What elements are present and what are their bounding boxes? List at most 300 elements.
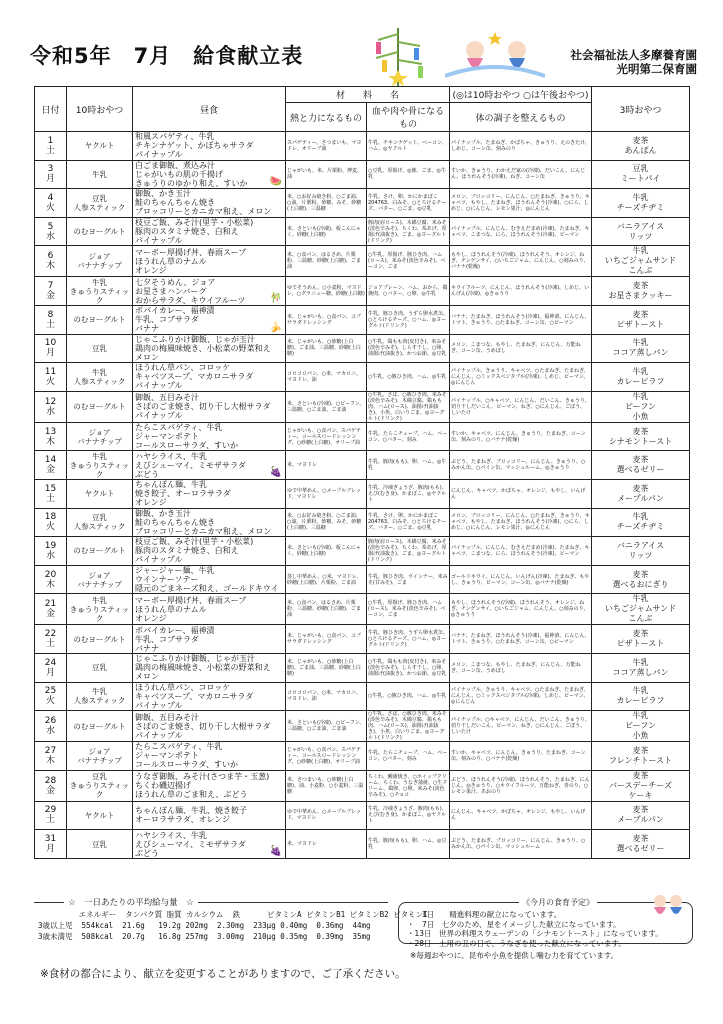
nutrition-row-under3: 3歳未満児 508kcal 20.7g 16.8g 257mg 3.00mg 210μg 0.35mg 0.39mg 35mg [38, 932, 371, 941]
heat-ingredients-cell: 米、マヨドレ [286, 830, 367, 859]
lunch-item: 隠元のごまネーズ和え、ゴールドキウイ [135, 584, 279, 594]
blood-ingredients-cell: ちくわ、鰻蒲焼き、○ホイップクリーム、ちくわ、うなぎ蒲焼、○生クリーム、鶏卵、○卵、米みそ(淡色辛みそ)、○チョコ [367, 770, 450, 801]
morning-snack-cell [67, 801, 133, 830]
blood-ingredients-cell: 牛乳、たらこチューブ、ハム、ベーコン、○バター、刻み [367, 742, 450, 771]
lunch-item: ジャージャー麺、牛乳 [135, 566, 215, 576]
day-number: 26 [44, 716, 57, 727]
afternoon-snack-cell [592, 711, 690, 742]
day-cell [35, 711, 67, 742]
snack-note: ※毎週おやつに、昆布や小魚を提供し噛む力を育てています。 [410, 951, 619, 960]
morning-snack-item: 牛乳 [92, 277, 107, 287]
lunch-item: さばのごま焼き、切り干し大根サラダ [135, 402, 271, 412]
lunch-item: 豚肉のスタミナ焼き、白和え [135, 227, 239, 237]
blood-ingredients-cell: 牛乳、冷凍ぎょうざ、豚肉(もも)、えび(むき身)、かまぼこ、◎ヤクルト [367, 479, 450, 508]
day-number: 1 [47, 135, 54, 146]
day-number: 27 [44, 745, 57, 756]
afternoon-snack-item: 牛乳 [632, 391, 649, 401]
col-note: (◎は10時おやつ ○は午後おやつ) [450, 87, 592, 103]
afternoon-snack-item: バニラアイス [616, 221, 665, 231]
lunch-item: パイナップル [135, 381, 183, 391]
food-icon: 🍇 [269, 845, 282, 857]
morning-snack-cell [67, 479, 133, 508]
menu-rows [35, 132, 690, 859]
afternoon-snack-item: ケーキ [628, 790, 653, 800]
morning-snack-item: 豆乳 [92, 772, 107, 782]
morning-snack-cell [67, 742, 133, 771]
morning-snack-item: ヤクルト [84, 141, 115, 151]
day-cell [35, 625, 67, 654]
lunch-item: パイナップル [135, 730, 183, 740]
body-ingredients-cell: パイナップル、○キャベツ、にんじん、だいこん、きゅうり、切り干しだいこん、ピーマン、ねぎ、○にんじん、ごぼう、しいたけ [450, 391, 592, 422]
afternoon-snack-item: シナモントースト [608, 436, 673, 446]
lunch-item: コールスローサラダ、すいか [135, 760, 239, 770]
day-cell [35, 334, 67, 363]
afternoon-snack-item: いちごジャムサンド [604, 256, 677, 266]
day-number: 21 [44, 599, 57, 610]
morning-snack-item: 牛乳 [92, 687, 107, 697]
page-title: 令和5年 7月 給食献立表 [30, 44, 304, 68]
lunch-item: ブロッコリーとカニカマ和え、メロン [135, 207, 272, 217]
day-number: 12 [44, 396, 57, 407]
lunch-item: ジャーマンポテト [135, 751, 199, 761]
day-number: 4 [47, 192, 54, 203]
day-cell [35, 132, 67, 161]
morning-snack-item: 人参スティック [73, 696, 126, 706]
afternoon-snack-item: 牛乳 [632, 657, 649, 667]
body-ingredients-cell: ぶどう、たまねぎ、ブロッコリー、にんじん、きゅうり、○みかん缶、○パイン缶、マッシュルーム、◎きゅうり [450, 451, 592, 480]
body-ingredients-cell: メロン、ブロッコリー、にんじん、○たまねぎ、きゅうり、キャベツ、もやし、たまねぎ、ほうれんそう(冷凍)、○にら、しめじ、○にんじん、レモン果汁、◎にんじん [450, 508, 592, 537]
heat-ingredients-cell: コロコロパン、○米、マカロニ、マヨドレ、油 [286, 682, 367, 711]
morning-snack-cell [67, 305, 133, 334]
afternoon-snack-cell [592, 246, 690, 277]
day-cell [35, 391, 67, 422]
lunch-cell [133, 334, 286, 363]
weekday: 土 [45, 319, 55, 330]
afternoon-snack-cell [592, 217, 690, 246]
afternoon-snack-item: 牛乳 [632, 594, 649, 604]
day-cell [35, 422, 67, 451]
afternoon-snack-item: バースデーチーズ [608, 780, 673, 790]
body-ingredients-cell: もやし、ほうれんそう(冷凍)、ほうれんそう、オレンジ、ねぎ、チンゲンサイ、○いちごジャム、にんじん、○刻みのり、◎きゅうり [450, 594, 592, 625]
morning-snack-item: ヤクルト [84, 489, 115, 499]
day-cell [35, 160, 67, 189]
lunch-item: たらこスパゲティ、牛乳 [135, 742, 223, 752]
food-icon: 🍉 [269, 176, 282, 188]
col-heat: 熱と力になるもの [286, 103, 367, 132]
heat-ingredients-cell: じゃがいも、米、片栗粉、押麦、油 [286, 160, 367, 189]
lunch-item: バナナ [135, 324, 159, 334]
heat-ingredients-cell: ゆで中華めん、○メープルブレッド、マヨドレ [286, 479, 367, 508]
afternoon-snack-cell [592, 479, 690, 508]
heat-ingredients-cell: ゆでそうめん、○小麦粉、マヨドレ、○グラニュー糖、砂糖(上白糖) [286, 277, 367, 306]
morning-snack-cell [67, 711, 133, 742]
morning-snack-cell [67, 334, 133, 363]
heat-ingredients-cell: 米、じゃがいも、○砂糖(上白糖)、ごま油、三温糖、砂糖(上白糖) [286, 334, 367, 363]
morning-snack-cell [67, 160, 133, 189]
lunch-cell [133, 537, 286, 566]
morning-snack-item: バナナチップ [77, 755, 122, 765]
blood-ingredients-cell: 牛乳、冷凍ぎょうざ、豚肉(もも)、えび(むき身)、かまぼこ、◎ヤクルト [367, 801, 450, 830]
afternoon-snack-item: 選べるおにぎり [612, 579, 669, 589]
morning-snack-item: きゅうりスティック [69, 781, 130, 800]
lunch-item: 御飯、五目みそ汁 [135, 393, 199, 403]
lunch-cell [133, 422, 286, 451]
morning-snack-item: バナナチップ [77, 579, 122, 589]
afternoon-snack-item: カレーピラフ [616, 376, 665, 386]
lunch-cell [133, 625, 286, 654]
tanabata-illustration [358, 26, 438, 86]
weekday: 金 [45, 465, 55, 476]
lunch-item: えびシューマイ、ミモザサラダ [135, 839, 246, 849]
col-lunch: 昼食 [133, 87, 286, 132]
heat-ingredients-cell: 米、マヨドレ [286, 451, 367, 480]
morning-snack-item: バナナチップ [77, 261, 122, 271]
lunch-cell [133, 391, 286, 422]
blood-ingredients-cell: 牛乳、豚肉(もも)、卵、ハム、◎豆乳 [367, 830, 450, 859]
afternoon-snack-item: 牛乳 [632, 338, 649, 348]
afternoon-snack-item: お星さまクッキー [608, 291, 673, 301]
table-row [35, 801, 690, 830]
afternoon-snack-cell [592, 451, 690, 480]
morning-snack-item: 牛乳 [92, 595, 107, 605]
lunch-cell [133, 682, 286, 711]
day-number: 22 [44, 629, 57, 640]
afternoon-snack-item: こんぶ [628, 614, 653, 624]
afternoon-snack-item: ピザトースト [616, 639, 665, 649]
food-icon: 🎋 [269, 292, 282, 304]
lunch-item: コールスローサラダ、すいか [135, 441, 239, 451]
lunch-item: うなぎ御飯、みそ汁(さつま芋・玉葱) [135, 772, 270, 782]
heat-ingredients-cell: 米、さといも(冷凍)、○ビーフン、三温糖、○ごま油、ごま油 [286, 711, 367, 742]
weekday: 土 [45, 493, 55, 504]
lunch-cell [133, 160, 286, 189]
plan-item: ・13日 世界の料理スウェーデンの「シナモントースト」になっています。 [407, 929, 663, 938]
morning-snack-item: 豆乳 [92, 839, 107, 849]
lunch-item: オーロラサラダ、オレンジ [135, 815, 231, 825]
lunch-item: メロン [135, 672, 159, 682]
weekday: 金 [45, 609, 55, 620]
morning-snack-item: 牛乳 [92, 169, 107, 179]
afternoon-snack-item: 麦茶 [632, 483, 649, 493]
lunch-cell [133, 217, 286, 246]
lunch-item: メロン [135, 352, 159, 362]
day-cell [35, 682, 67, 711]
blood-ingredients-cell: ジョアプレーン、ハム、おから、鶏挽肉、○バター、○卵、◎牛乳 [367, 277, 450, 306]
afternoon-snack-cell [592, 653, 690, 682]
afternoon-snack-item: 選べるゼリー [616, 844, 665, 854]
lunch-cell [133, 711, 286, 742]
heat-ingredients-cell: じゃがいも、○食パン、スパゲティー、コールスロードレッシング、○砂糖(上白糖)、オリーブ油 [286, 422, 367, 451]
heat-ingredients-cell: 米、じゃがいも、○食パン、ユブサラダドレッシング [286, 305, 367, 334]
lunch-item: 牛乳、コブサラダ [135, 634, 199, 644]
day-number: 24 [44, 657, 57, 668]
body-ingredients-cell: にんじん、キャベツ、かぼちゃ、オレンジ、もやし、いんげん [450, 479, 592, 508]
day-number: 6 [47, 251, 54, 262]
day-cell [35, 451, 67, 480]
lunch-item: ほうれん草のごま和え、ぶどう [135, 790, 248, 800]
day-cell [35, 189, 67, 218]
day-cell [35, 594, 67, 625]
lunch-cell [133, 363, 286, 392]
afternoon-snack-cell [592, 682, 690, 711]
body-ingredients-cell: メロン、こまつな、もやし、たまねぎ、にんじん、万能ねぎ、コーン缶、うめぼし [450, 653, 592, 682]
lunch-cell [133, 277, 286, 306]
lunch-item: パイナップル [135, 555, 183, 565]
morning-snack-item: のむヨーグルト [73, 546, 126, 556]
weekday: 火 [45, 202, 55, 213]
lunch-item: パイナップル [135, 700, 183, 710]
lunch-cell [133, 189, 286, 218]
weekday: 土 [45, 639, 55, 650]
morning-snack-item: ジョア [88, 252, 111, 262]
weekday: 火 [45, 376, 55, 387]
morning-snack-item: きゅうりスティック [69, 286, 130, 305]
morning-snack-item: 人参スティック [73, 522, 126, 532]
afternoon-snack-item: チーズチヂミ [616, 202, 665, 212]
table-row [35, 132, 690, 161]
afternoon-snack-item: ミートパイ [620, 174, 661, 184]
afternoon-snack-item: 牛乳 [632, 192, 649, 202]
table-row [35, 625, 690, 654]
heat-ingredients-cell: 米、さといも(冷凍)、○ビーフン、三温糖、○ごま油、ごま油 [286, 391, 367, 422]
lunch-item: ハヤシライス、牛乳 [135, 830, 207, 840]
morning-snack-item: きゅうりスティック [69, 604, 130, 623]
blood-ingredients-cell: ○牛乳、厚揚げ、豚ひき肉、ハム(ロース)、米みそ(淡色辛みそ)、ベーコン、ごま [367, 594, 450, 625]
blood-ingredients-cell: ○牛乳、鶏もも肉(皮付き)、米みそ(淡色辛みそ)、しらす干し、○卵、油揚げ(油抜き)、かつお節、◎豆乳 [367, 653, 450, 682]
plan-item: ・ 7日 七夕のため、星をイメージした献立になっています。 [407, 919, 621, 929]
afternoon-snack-cell [592, 537, 690, 566]
table-row [35, 334, 690, 363]
afternoon-snack-item: 麦茶 [632, 629, 649, 639]
weekday: 月 [45, 348, 55, 359]
table-row [35, 770, 690, 801]
afternoon-snack-cell [592, 625, 690, 654]
weekday: 木 [45, 579, 55, 590]
heat-ingredients-cell: 米、さといも(冷凍)、板こんにゃく、砂糖(上白糖) [286, 217, 367, 246]
lunch-item: 鶏肉の梅風味焼き、小松菜の野菜和え [135, 663, 271, 673]
table-row [35, 537, 690, 566]
blood-ingredients-cell: 牛乳、チキンナゲット、ベーコン、ハム、◎ヤクルト [367, 132, 450, 161]
afternoon-snack-cell [592, 565, 690, 594]
weekday: 木 [45, 261, 55, 272]
morning-snack-cell [67, 653, 133, 682]
body-ingredients-cell: パイナップル、○キャベツ、にんじん、だいこん、きゅうり、切り干しだいこん、ピーマン、ねぎ、○にんじん、ごぼう、しいたけ [450, 711, 592, 742]
day-cell [35, 363, 67, 392]
organization-name [571, 48, 698, 76]
afternoon-snack-item: ココア蒸しパン [612, 667, 669, 677]
lunch-item: ぶどう [135, 848, 159, 858]
nutrition-title: ☆ 一日あたりの平均給与量 ☆ [64, 896, 198, 908]
afternoon-snack-item: 麦茶 [632, 805, 649, 815]
morning-snack-cell [67, 363, 133, 392]
weekday: 水 [45, 231, 55, 242]
blood-ingredients-cell: 牛乳、たらこチューブ、ハム、ベーコン、○バター、刻み [367, 422, 450, 451]
afternoon-snack-item: 選べるゼリー [616, 465, 665, 475]
lunch-item: さばのごま焼き、切り干し大根サラダ [135, 721, 271, 731]
menu-change-footnote: ※食材の都合により、献立を変更することがありますので、ご了承ください。 [40, 968, 406, 980]
lunch-cell [133, 451, 286, 480]
afternoon-snack-cell [592, 422, 690, 451]
day-cell [35, 742, 67, 771]
afternoon-snack-item: 牛乳 [632, 366, 649, 376]
tanabata-couple-illustration [648, 891, 688, 921]
nutrition-header: エネルギー タンパク質 脂質 カルシウム 鉄 ビタミンA ビタミンB1 ビタミンB2 ビタミンC [38, 910, 428, 919]
blood-ingredients-cell: ○牛乳、鶏もも肉(皮付き)、米みそ(淡色辛みそ)、しらす干し、○卵、油揚げ(油抜き)、かつお節、◎豆乳 [367, 334, 450, 363]
morning-snack-cell [67, 508, 133, 537]
morning-snack-cell [67, 770, 133, 801]
plan-item: ・28日 土用の丑の日で、うなぎを使った献立になっています。 [407, 938, 626, 948]
lunch-cell [133, 801, 286, 830]
morning-snack-item: のむヨーグルト [73, 721, 126, 731]
col-day: 日付 [35, 87, 67, 132]
lunch-item: オレンジ [135, 613, 167, 623]
day-cell [35, 479, 67, 508]
blood-ingredients-cell: 牛乳、豚ひき肉、うずら卵水煮缶、○とろけるチーズ、○ハム、◎ヨーグルト(ドリンク) [367, 305, 450, 334]
blood-ingredients-cell: ○牛乳、○豚ひき肉、ハム、◎牛乳 [367, 682, 450, 711]
lunch-cell [133, 653, 286, 682]
lunch-item: 枝豆ご飯、みそ汁(里芋・小松菜) [135, 218, 254, 228]
afternoon-snack-cell [592, 334, 690, 363]
afternoon-snack-item: いちごジャムサンド [604, 604, 677, 614]
lunch-cell [133, 565, 286, 594]
plan-title: 《今月の食育予定》 [519, 897, 597, 908]
afternoon-snack-item: 牛乳 [632, 711, 649, 721]
lunch-item: オレンジ [135, 265, 167, 275]
day-cell [35, 277, 67, 306]
morning-snack-item: 豆乳 [92, 343, 107, 353]
afternoon-snack-cell [592, 391, 690, 422]
body-ingredients-cell: ゴールドキウイ、にんじん、いんげん(冷凍)、たまねぎ、もやし、きゅうり、ピーマン、コーン缶、◎バナナ(乾燥) [450, 565, 592, 594]
lunch-cell [133, 479, 286, 508]
heat-ingredients-cell: 米、じゃがいも、○砂糖(上白糖)、ごま油、三温糖、砂糖(上白糖) [286, 653, 367, 682]
heat-ingredients-cell: 米、○お好み焼き粉、○ごま油、○油、片栗粉、砂糖、みそ、砂糖(上白糖)、三温糖 [286, 508, 367, 537]
morning-snack-item: ヤクルト [84, 810, 115, 820]
lunch-item: おからサラダ、キウイフルーツ [135, 295, 246, 305]
day-number: 28 [44, 775, 57, 786]
orihime-hikoboshi-illustration [445, 28, 545, 83]
lunch-item: チキンナゲット、かぼちゃサラダ [135, 141, 254, 151]
lunch-item: ちくわ磯辺揚げ [135, 781, 191, 791]
lunch-item: 七夕そうめん、ジョア [135, 277, 216, 287]
lunch-item: バナナ [135, 643, 159, 653]
table-row [35, 160, 690, 189]
morning-snack-item: ジョア [88, 570, 111, 580]
afternoon-snack-cell [592, 305, 690, 334]
blood-ingredients-cell: ○牛乳、○豚ひき肉、ハム、◎牛乳 [367, 363, 450, 392]
nutrition-box [34, 898, 428, 944]
afternoon-snack-item: 麦茶 [632, 770, 649, 780]
lunch-item: ポパイカレー、福神漬 [135, 306, 215, 316]
org-line-1: 社会福祉法人多摩養育園 [570, 48, 697, 62]
table-row [35, 451, 690, 480]
morning-snack-cell [67, 830, 133, 859]
lunch-item: ウインナーソテー [135, 575, 199, 585]
afternoon-snack-item: こんぶ [628, 266, 653, 276]
blood-ingredients-cell: 牛乳、さけ、卵、かにかまぼこ 204763、白みそ、○とろけるチーズ、バター、○ごま、◎豆乳 [367, 189, 450, 218]
afternoon-snack-item: 麦茶 [632, 834, 649, 844]
table-row [35, 742, 690, 771]
table-row [35, 363, 690, 392]
col-body: 体の調子を整えるもの [450, 103, 592, 132]
table-row [35, 422, 690, 451]
day-number: 20 [44, 569, 57, 580]
afternoon-snack-item: 牛乳 [632, 512, 649, 522]
blood-ingredients-cell: 豚肉(肩ロース)、木綿豆腐、米みそ(淡色辛みそ)、ちくわ、糸あげ、厚揚げ(油抜き)、ごま、◎ヨーグルト(ドリンク) [367, 537, 450, 566]
morning-snack-cell [67, 422, 133, 451]
morning-snack-item: のむヨーグルト [73, 227, 126, 237]
col-blood: 血や肉や骨になるもの [367, 103, 450, 132]
lunch-item: じゃこふりかけ御飯、じゃが玉汁 [135, 334, 255, 344]
lunch-item: ちゃんぽん麺、牛乳 [135, 480, 207, 490]
col-snack10: 10時おやつ [67, 87, 133, 132]
weekday: 水 [45, 550, 55, 561]
morning-snack-item: 人参スティック [73, 202, 126, 212]
morning-snack-item: バナナチップ [77, 436, 122, 446]
heat-ingredients-cell: 米、○お好み焼き粉、○ごま油、○油、片栗粉、砂糖、みそ、砂糖(上白糖)、三温糖 [286, 189, 367, 218]
body-ingredients-cell: バナナ、たまねぎ、ほうれんそう(冷凍)、福神漬、にんじん、トマト、きゅうり、○たまねぎ、コーン缶、○ピーマン [450, 625, 592, 654]
day-number: 18 [44, 512, 57, 523]
afternoon-snack-item: 麦茶 [632, 455, 649, 465]
food-icon: 🍌 [269, 321, 282, 333]
table-row [35, 711, 690, 742]
table-row [35, 277, 690, 306]
morning-snack-item: ジョア [88, 746, 111, 756]
body-ingredients-cell: パイナップル、きゅうり、キャベツ、○たまねぎ、たまねぎ、にんじん、○ミックスベジタブル(冷凍)、しめじ、ピーマン、◎にんじん [450, 363, 592, 392]
body-ingredients-cell: キウイフルーツ、にんじん、ほうれんそう(冷凍)、しめじ、いんげん(冷凍)、◎きゅうり [450, 277, 592, 306]
afternoon-snack-item: 麦茶 [632, 309, 649, 319]
afternoon-snack-item: 小魚 [632, 411, 649, 421]
lunch-item: じゃこふりかけ御飯、じゃが玉汁 [135, 654, 255, 664]
afternoon-snack-item: あんぱん [624, 145, 657, 155]
lunch-item: パイナップル [135, 150, 183, 160]
morning-snack-cell [67, 625, 133, 654]
afternoon-snack-item: 麦茶 [632, 135, 649, 145]
table-row [35, 189, 690, 218]
afternoon-snack-cell [592, 830, 690, 859]
org-line-2: 光明第二保育園 [616, 62, 697, 76]
afternoon-snack-item: チーズチヂミ [616, 522, 665, 532]
table-row [35, 594, 690, 625]
lunch-item: キャベツスープ、マカロニサラダ [135, 372, 254, 382]
lunch-item: マーボー厚揚げ丼、春雨スープ [135, 595, 247, 605]
day-cell [35, 653, 67, 682]
lunch-item: ほうれん草のナムル [135, 604, 207, 614]
morning-snack-item: 豆乳 [92, 193, 107, 203]
weekday: 土 [45, 145, 55, 156]
afternoon-snack-item: 麦茶 [632, 281, 649, 291]
lunch-item: 牛乳、コブサラダ [135, 315, 199, 325]
day-cell [35, 217, 67, 246]
afternoon-snack-item: リッツ [628, 550, 653, 560]
heat-ingredients-cell: 米、○食パン、はるさめ、片栗粉、三温糖、砂糖(上白糖)、ごま油 [286, 594, 367, 625]
afternoon-snack-item: ビーフン [625, 721, 656, 731]
lunch-item: ポパイカレー、福神漬 [135, 625, 215, 635]
col-ingredients: 材 料 名 [286, 87, 450, 103]
afternoon-snack-item: 小魚 [632, 731, 649, 741]
heat-ingredients-cell: 米、じゃがいも、○食パン、ユブサラダドレッシング [286, 625, 367, 654]
body-ingredients-cell: パイナップル、にんじん、むきえだまめ(冷凍)、たまねぎ、キャベツ、こまつな、にら、ほうれんそう(冷凍)、ピーマン [450, 537, 592, 566]
afternoon-snack-cell [592, 594, 690, 625]
blood-ingredients-cell: 牛乳、豚ひき肉、うずら卵水煮缶、○とろけるチーズ、○ハム、◎ヨーグルト(ドリンク) [367, 625, 450, 654]
morning-snack-item: のむヨーグルト [73, 315, 126, 325]
morning-snack-cell [67, 217, 133, 246]
lunch-item: ほうれん草パン、コロッケ [135, 363, 231, 373]
weekday: 月 [45, 174, 55, 185]
blood-ingredients-cell: ○牛乳、さば、○豚ひき肉、米みそ(淡色辛みそ)、木綿豆腐、鶏もも肉、ハム(ロース)、油揚げ(油抜き)、小魚、白いりごま、◎ヨーグルト(ドリンク) [367, 711, 450, 742]
blood-ingredients-cell: ○豆乳、厚揚げ、◎豚、ごま、◎牛乳 [367, 160, 450, 189]
table-row [35, 682, 690, 711]
lunch-item: 御飯、かき玉汁 [135, 189, 191, 199]
